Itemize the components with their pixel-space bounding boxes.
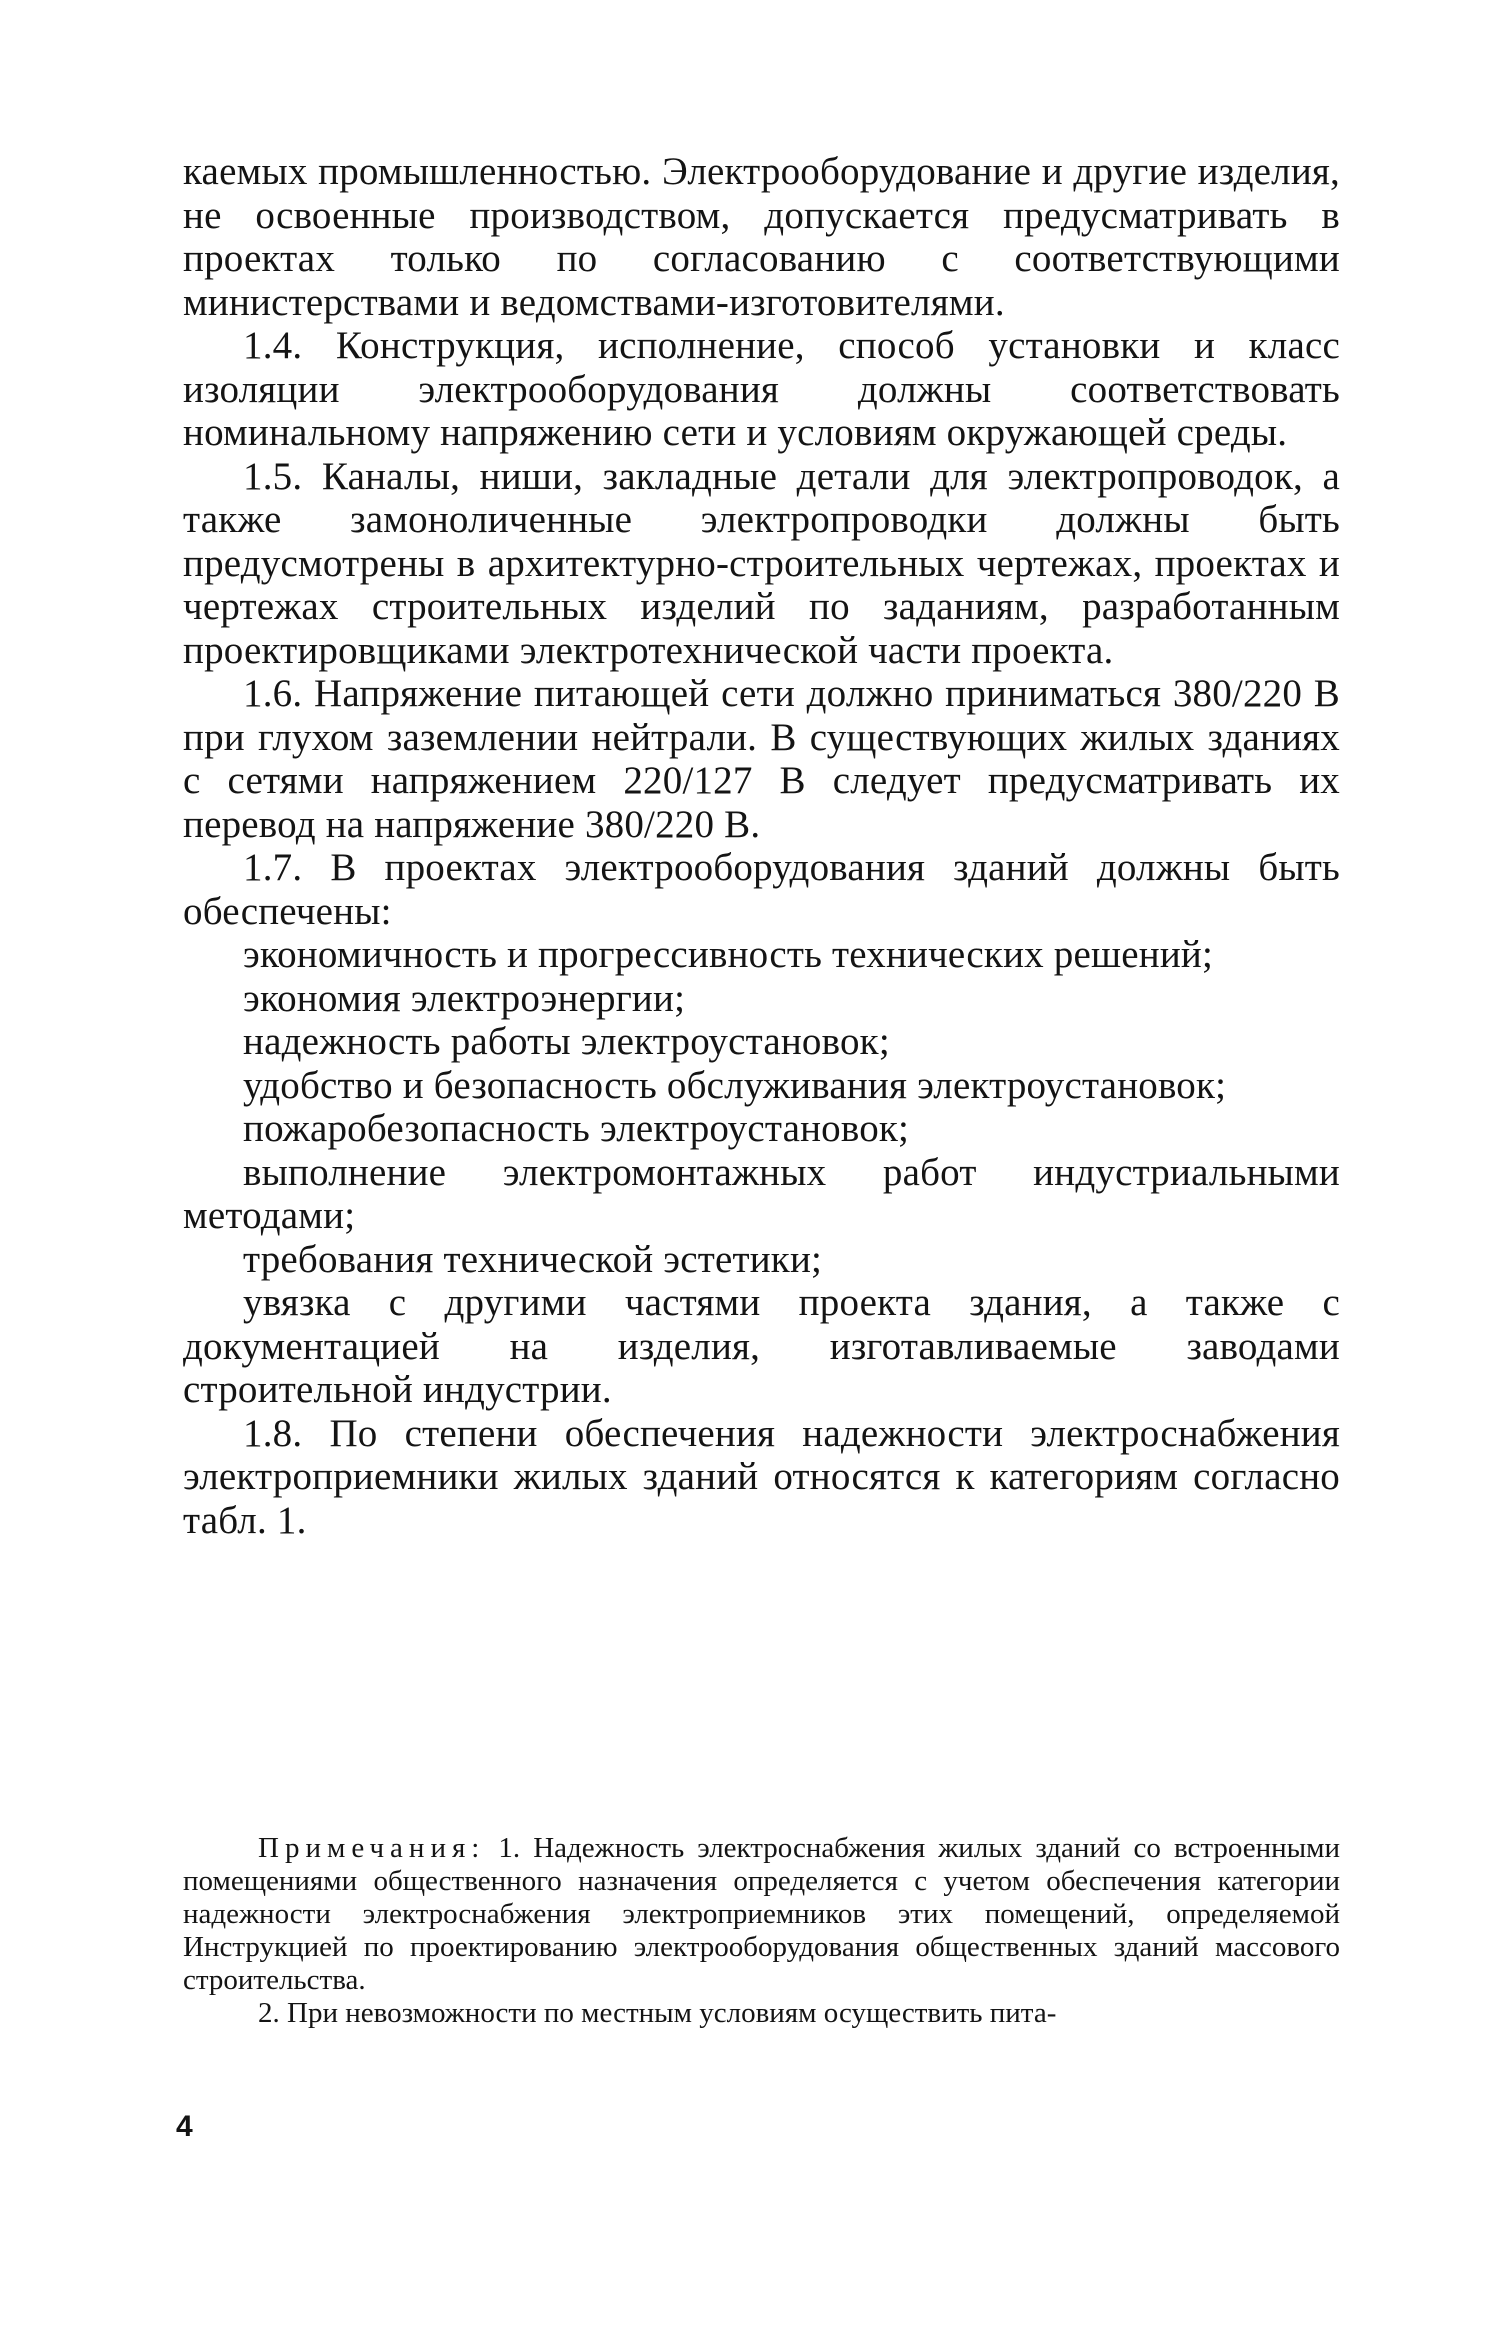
section-1-7 (183, 846, 1340, 933)
list-item: надежность работы электроустановок; (243, 1020, 890, 1063)
notes-block (183, 1832, 1340, 2030)
note-text: Надежность электроснабжения жилых зданий со встроенными помещениями общественного назначения определяется с учетом обеспечения категории надежности электроснабжения электроприемников этих помещений, определяемой Инструкцией по проектированию электрооборудования общественных зданий массового строительства. (183, 1832, 1340, 1996)
list-item: пожаробезопасность электроустановок; (243, 1107, 910, 1150)
note-number: 1. (498, 1832, 521, 1864)
section-number: 1.7. (243, 846, 303, 889)
list-item: удобство и безопасность обслуживания электроустановок; (243, 1063, 1227, 1107)
list-item: требования технической эстетики; (243, 1237, 823, 1281)
list-item: выполнение электромонтажных работ индустриальными методами; (183, 1150, 1340, 1237)
section-text: В проектах электрооборудования зданий должны быть обеспечены: (183, 846, 1340, 933)
continuation-paragraph: каемых промышленностью. Электрооборудование и другие изделия, не освоенные производством, допускается предусматривать в проектах только по согласованию с соответствующими министерствами и ведомствами-изготовителями. (183, 150, 1340, 324)
list-item: увязка с другими частями проекта здания, а также с документацией на изделия, изготавливаемые заводами строительной индустрии. (183, 1281, 1340, 1411)
note-1 (183, 1832, 1340, 1997)
section-1-5 (183, 455, 1340, 673)
section-1-4 (183, 324, 1340, 455)
note-text: При невозможности по местным условиям осуществить пита- (287, 1997, 1057, 2029)
section-number: 1.5. (243, 454, 303, 498)
section-number: 1.4. (243, 324, 303, 367)
section-text: По степени обеспечения надежности электроснабжения электроприемники жилых зданий относятся к категориям согласно табл. 1. (183, 1411, 1340, 1542)
body-text (183, 150, 1340, 1542)
section-text: Напряжение питающей сети должно приниматься 380/220 В при глухом заземлении нейтрали. В существующих жилых зданиях с сетями напряжением 220/127 В следует предусматривать их перевод на напряжение 380/220 В. (183, 672, 1341, 846)
section-1-6 (183, 672, 1340, 846)
note-2 (183, 1997, 1340, 2030)
list-item: экономичность и прогрессивность технических решений; (243, 933, 1213, 976)
section-number: 1.6. (243, 672, 303, 715)
page-number: 4 (176, 2110, 193, 2143)
section-text: Каналы, ниши, закладные детали для электропроводок, а также замоноличенные электропроводки должны быть предусмотрены в архитектурно-строительных чертежах, проектах и чертежах строительных изделий по заданиям, разработанным проектировщиками электротехнической части проекта. (183, 454, 1341, 672)
note-number: 2. (258, 1997, 280, 2029)
section-1-8 (183, 1412, 1340, 1543)
section-number: 1.8. (243, 1411, 303, 1455)
notes-label: Примечания: (258, 1832, 486, 1864)
section-text: Конструкция, исполнение, способ установки и класс изоляции электрооборудования должны соответствовать номинальному напряжению сети и условиям окружающей среды. (183, 324, 1340, 454)
list-item: экономия электроэнергии; (243, 976, 686, 1020)
